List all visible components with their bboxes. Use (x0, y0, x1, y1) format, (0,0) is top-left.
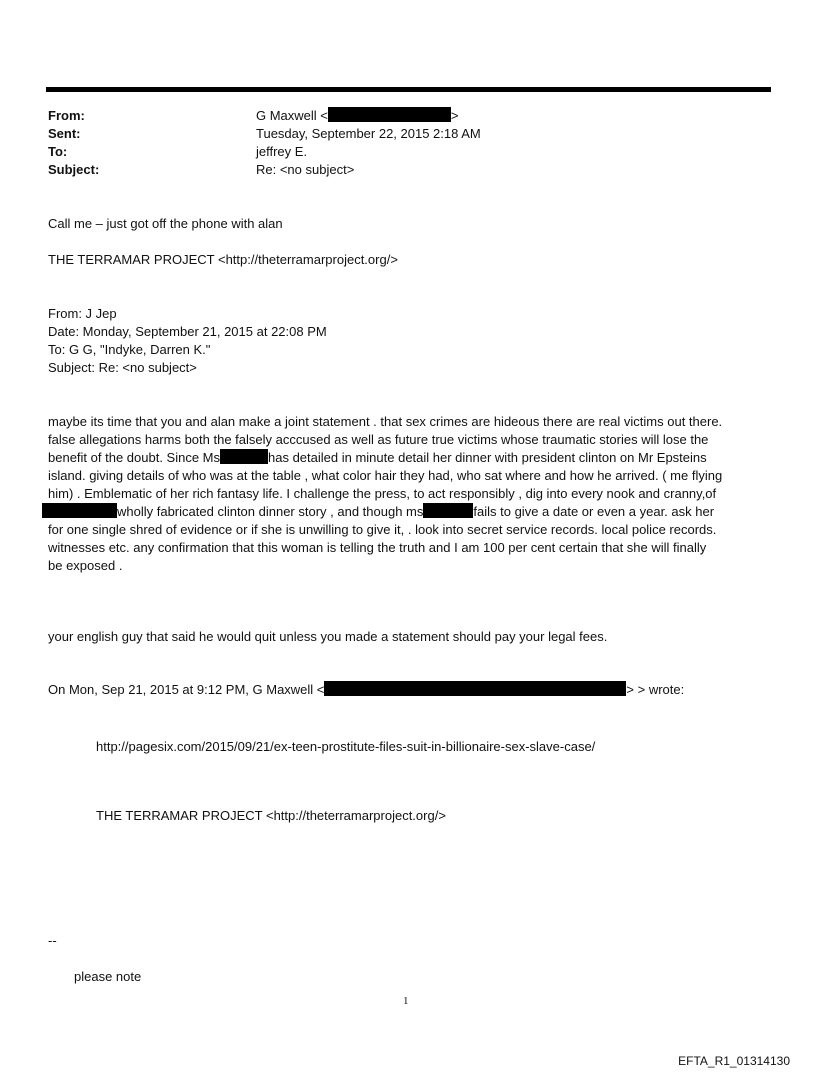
redaction-box (324, 681, 626, 696)
sent-label: Sent: (48, 126, 81, 141)
paragraph-line: for one single shred of evidence or if she is unwilling to give it, . look into secret service records. local police records. (48, 522, 717, 537)
paragraph-line: be exposed . (48, 558, 123, 573)
sent-row (48, 125, 481, 143)
on-mon-wrote-line: On Mon, Sep 21, 2015 at 9:12 PM, G Maxwell < > > wrote: (48, 682, 685, 697)
quoted-date: Date: Monday, September 21, 2015 at 22:08 PM (48, 324, 327, 339)
page-number: 1 (403, 995, 409, 1007)
paragraph-line: witnesses etc. any confirmation that this woman is telling the truth and I am 100 per cent certain that she will finally (48, 540, 707, 555)
english-guy-line: your english guy that said he would quit unless you made a statement should pay your legal fees. (48, 629, 608, 644)
paragraph-line: wholly fabricated clinton dinner story , and though ms fails to give a date or even a year. ask her (42, 503, 773, 521)
from-row (48, 107, 481, 125)
quoted-from: From: J Jep (48, 306, 117, 321)
pagesix-link[interactable]: http://pagesix.com/2015/09/21/ex-teen-prostitute-files-suit-in-billionaire-sex-slave-case/ (96, 739, 596, 754)
please-note: please note (74, 969, 142, 984)
terramar-signature-quoted: THE TERRAMAR PROJECT <http://theterramarproject.org/> (96, 808, 446, 823)
to-row (48, 143, 481, 161)
subject-row (48, 161, 481, 179)
to-value: jeffrey E. (256, 144, 308, 159)
from-value: G Maxwell < > (256, 108, 459, 123)
paragraph-line: false allegations harms both the falsely acccused as well as future true victims whose traumatic stories will lose the (48, 432, 709, 447)
paragraph-line: benefit of the doubt. Since Ms has detailed in minute detail her dinner with president clinton on Mr Epsteins (48, 450, 707, 465)
signature-dashes: -- (48, 933, 57, 948)
quoted-to: To: G G, "Indyke, Darren K." (48, 342, 211, 357)
quoted-subject: Subject: Re: <no subject> (48, 360, 197, 375)
redaction-box (423, 503, 473, 518)
subject-value: Re: <no subject> (256, 162, 355, 177)
bates-number: EFTA_R1_01314130 (678, 1054, 790, 1068)
to-label: To: (48, 144, 68, 159)
terramar-signature: THE TERRAMAR PROJECT <http://theterramarproject.org/> (48, 252, 398, 267)
redaction-box (42, 503, 117, 518)
header-rule (46, 87, 771, 92)
subject-label: Subject: (48, 162, 100, 177)
email-header (48, 107, 481, 179)
paragraph-line: island. giving details of who was at the table , what color hair they had, who sat where and how he arrived. ( me flying (48, 468, 723, 483)
sent-value: Tuesday, September 22, 2015 2:18 AM (256, 126, 481, 141)
redaction-box (328, 107, 451, 122)
from-label: From: (48, 108, 85, 123)
statement-paragraph (48, 413, 773, 575)
quoted-header (48, 305, 773, 377)
redaction-box (220, 449, 268, 464)
paragraph-line: him) . Emblematic of her rich fantasy life. I challenge the press, to act responsibly , dig into every nook and cranny,of (48, 486, 717, 501)
paragraph-line: maybe its time that you and alan make a joint statement . that sex crimes are hideous there are real victims out there. (48, 414, 723, 429)
body-line-call-me: Call me – just got off the phone with alan (48, 216, 283, 231)
